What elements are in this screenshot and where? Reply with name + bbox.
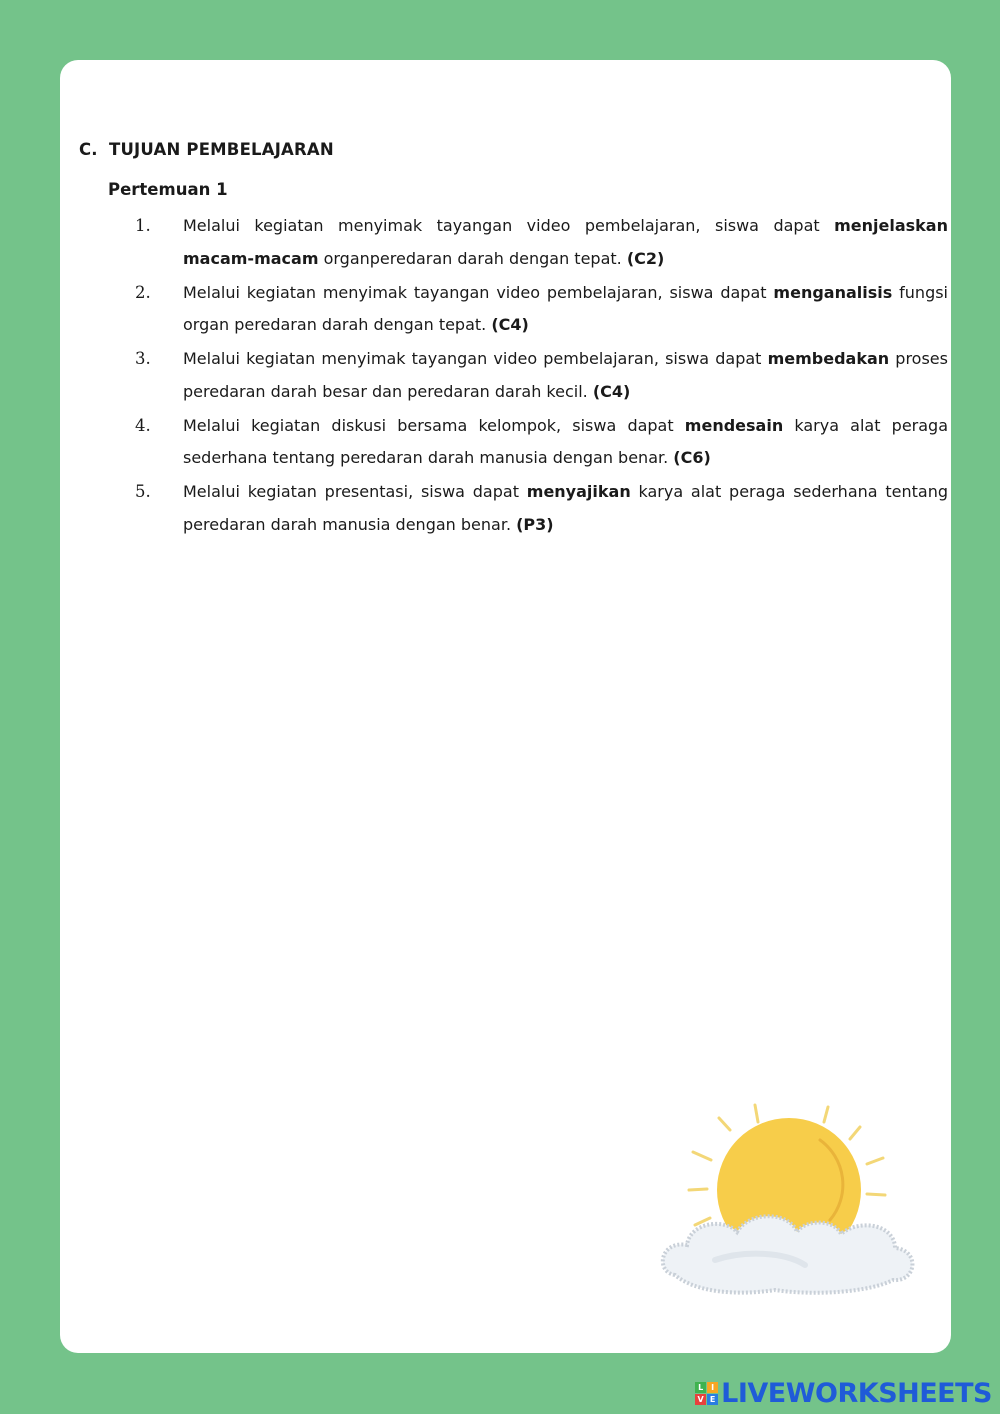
objective-text bbox=[183, 277, 948, 342]
liveworksheets-logo bbox=[695, 1382, 718, 1405]
objective-text-pre: Melalui kegiatan diskusi bersama kelompok, siswa dapat bbox=[183, 415, 685, 435]
objective-level-code: (C4) bbox=[592, 381, 631, 401]
objective-item-3 bbox=[135, 343, 948, 408]
objective-item-2 bbox=[135, 277, 948, 342]
objective-number: 1. bbox=[135, 216, 151, 235]
objective-text bbox=[183, 476, 948, 541]
objective-text bbox=[183, 210, 948, 275]
objective-text-post: karya alat peraga sederhana tentang peredaran darah manusia dengan benar. bbox=[183, 415, 948, 467]
objective-text-post: proses peredaran darah besar dan peredaran darah kecil. bbox=[183, 349, 948, 401]
objective-keyword: menjelaskan macam-macam bbox=[183, 216, 948, 268]
objective-text-post: karya alat peraga sederhana tentang peredaran darah manusia dengan benar. bbox=[183, 482, 948, 534]
logo-letter-e: E bbox=[707, 1394, 718, 1405]
section-title: TUJUAN PEMBELAJARAN bbox=[109, 140, 334, 159]
logo-letter-i: I bbox=[707, 1382, 718, 1393]
objective-text-pre: Melalui kegiatan menyimak tayangan video pembelajaran, siswa dapat bbox=[183, 216, 835, 235]
objective-text-pre: Melalui kegiatan menyimak tayangan video pembelajaran, siswa dapat bbox=[183, 282, 774, 302]
objective-text-post: organperedaran darah dengan tepat. bbox=[318, 248, 627, 268]
objective-level-code: (C6) bbox=[673, 448, 711, 467]
objective-keyword: mendesain bbox=[684, 415, 784, 435]
cloud-icon bbox=[663, 1216, 913, 1293]
watermark-text: LIVEWORKSHEETS bbox=[721, 1378, 992, 1409]
objective-keyword: membedakan bbox=[767, 349, 890, 368]
objective-item-4 bbox=[135, 410, 948, 475]
sun-cloud-illustration bbox=[655, 1100, 925, 1305]
objective-text bbox=[183, 343, 948, 408]
logo-letter-v: V bbox=[695, 1394, 706, 1405]
meeting-subtitle: Pertemuan 1 bbox=[108, 180, 228, 199]
objective-number: 5. bbox=[135, 482, 151, 501]
objectives-list bbox=[135, 210, 948, 543]
objective-item-5 bbox=[135, 476, 948, 541]
objective-level-code: (C4) bbox=[491, 315, 529, 334]
section-heading bbox=[79, 140, 334, 159]
objective-number: 4. bbox=[135, 415, 151, 435]
objective-text-post: fungsi organ peredaran darah dengan tepat. bbox=[183, 282, 949, 334]
section-letter: C. bbox=[79, 140, 98, 159]
objective-text-pre: Melalui kegiatan presentasi, siswa dapat bbox=[183, 482, 527, 501]
objective-item-1 bbox=[135, 210, 948, 275]
objective-keyword: menganalisis bbox=[773, 282, 893, 302]
objective-text bbox=[183, 410, 948, 475]
liveworksheets-watermark bbox=[695, 1378, 992, 1409]
objective-keyword: menyajikan bbox=[526, 482, 631, 501]
objective-level-code: (P3) bbox=[516, 514, 554, 534]
objective-number: 3. bbox=[135, 349, 151, 368]
objective-text-pre: Melalui kegiatan menyimak tayangan video pembelajaran, siswa dapat bbox=[183, 349, 768, 368]
objective-number: 2. bbox=[135, 282, 151, 302]
objective-level-code: (C2) bbox=[626, 248, 665, 268]
logo-letter-l: L bbox=[695, 1382, 706, 1393]
